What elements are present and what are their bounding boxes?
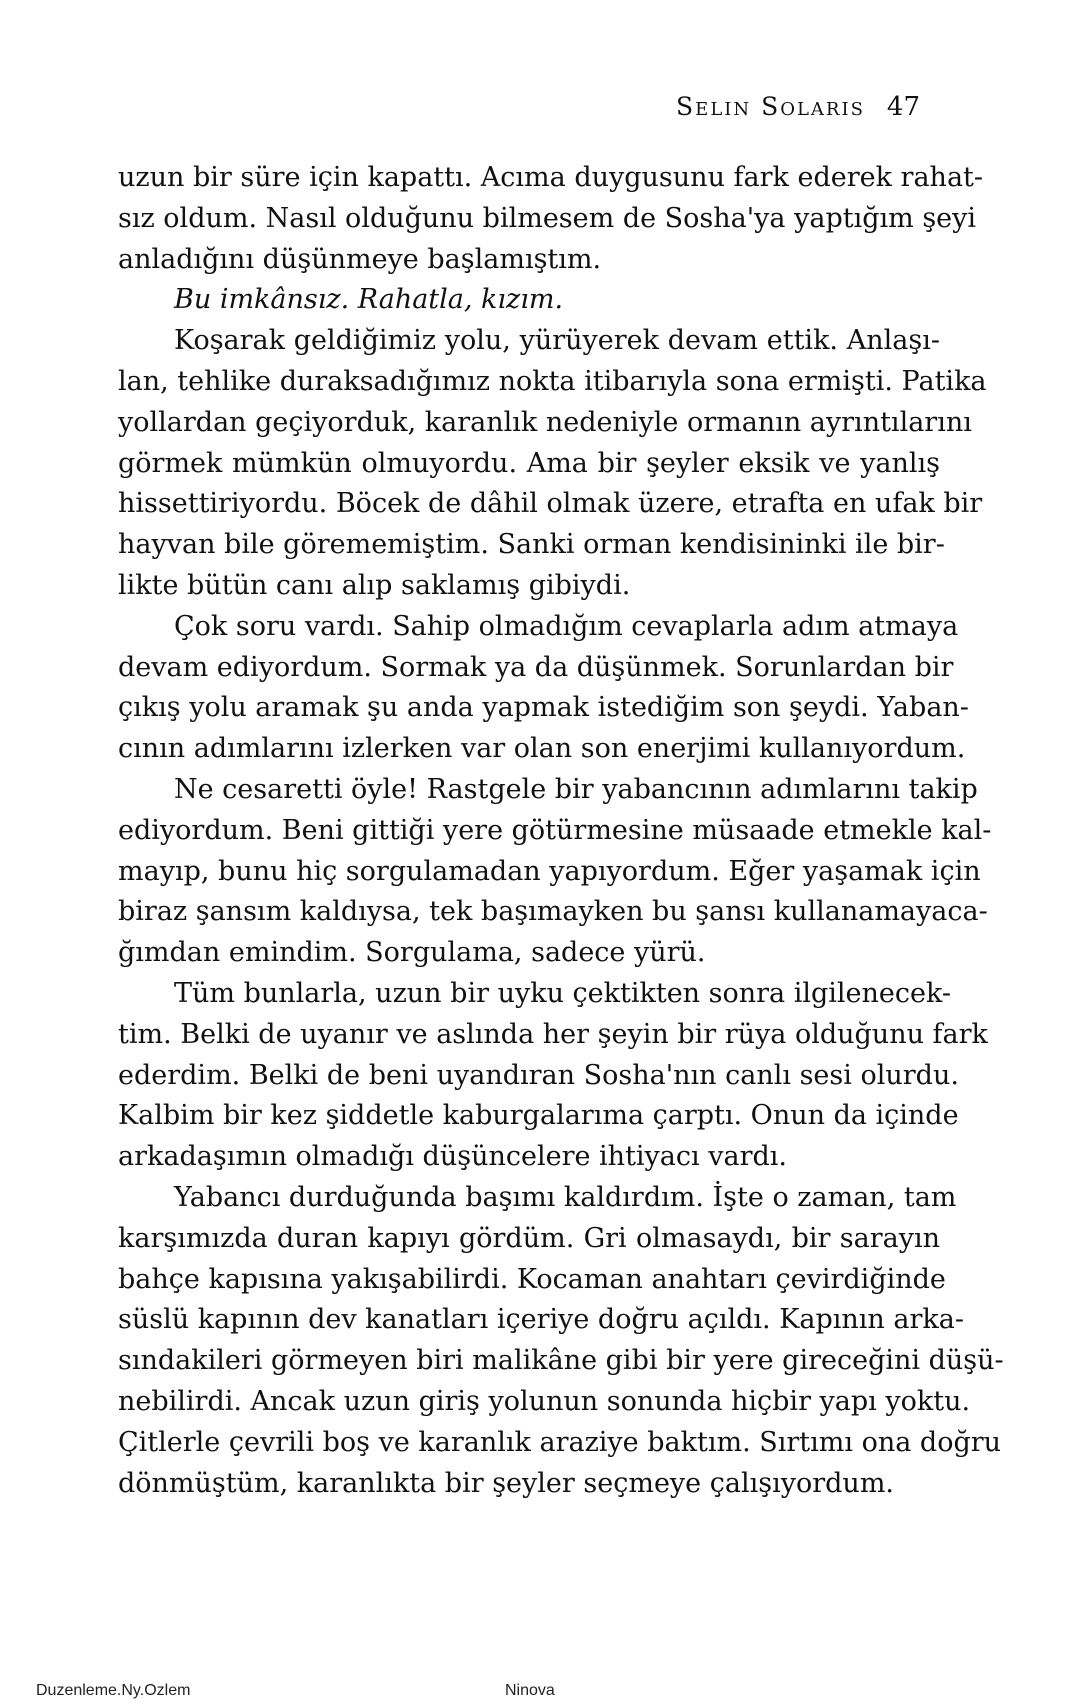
text-line: Ne cesaretti öyle! Rastgele bir yabancının adımlarını takip bbox=[174, 773, 978, 805]
running-title: Selin Solaris bbox=[676, 92, 865, 121]
text-line: ğımdan emindim. Sorgulama, sadece yürü. bbox=[118, 937, 706, 969]
text-line: Yabancı durduğunda başımı kaldırdım. İşte o zaman, tam bbox=[174, 1181, 957, 1213]
text-line: Kalbim bir kez şiddetle kaburgalarıma çarptı. Onun da içinde bbox=[118, 1100, 959, 1132]
text-line: Çitlerle çevrili boş ve karanlık araziye baktım. Sırtımı ona doğru bbox=[118, 1426, 1002, 1458]
page-number: 47 bbox=[886, 92, 920, 122]
text-line: mayıp, bunu hiç sorgulamadan yapıyordum. Eğer yaşamak için bbox=[118, 855, 981, 887]
footer-credit: Duzenleme.Ny.Ozlem bbox=[36, 1682, 191, 1699]
text-line: likte bütün canı alıp saklamış gibiydi. bbox=[118, 569, 631, 601]
page-header bbox=[676, 92, 920, 122]
text-line: ederdim. Belki de beni uyandıran Sosha'nın canlı sesi olurdu. bbox=[118, 1059, 959, 1091]
text-line: nebilirdi. Ancak uzun giriş yolunun sonunda hiçbir yapı yoktu. bbox=[118, 1385, 971, 1417]
text-line: Çok soru vardı. Sahip olmadığım cevaplarla adım atmaya bbox=[174, 610, 959, 642]
text-line: yollardan geçiyorduk, karanlık nedeniyle ormanın ayrıntılarını bbox=[118, 406, 972, 438]
text-line: ediyordum. Beni gittiği yere götürmesine müsaade etmekle kal- bbox=[118, 814, 992, 846]
text-line: bahçe kapısına yakışabilirdi. Kocaman anahtarı çevirdiğinde bbox=[118, 1263, 946, 1295]
text-line: tim. Belki de uyanır ve aslında her şeyin bir rüya olduğunu fark bbox=[118, 1018, 988, 1050]
text-line: dönmüştüm, karanlıkta bir şeyler seçmeye çalışıyordum. bbox=[118, 1467, 894, 1499]
text-line: devam ediyordum. Sormak ya da düşünmek. Sorunlardan bir bbox=[118, 651, 954, 683]
text-line: Koşarak geldiğimiz yolu, yürüyerek devam ettik. Anlaşı- bbox=[174, 325, 940, 357]
footer-publisher: Ninova bbox=[505, 1682, 555, 1699]
italic-thought-line: Bu imkânsız. Rahatla, kızım. bbox=[174, 284, 564, 316]
text-line: süslü kapının dev kanatları içeriye doğru açıldı. Kapının arka- bbox=[118, 1304, 964, 1336]
text-line: lan, tehlike duraksadığımız nokta itibarıyla sona ermişti. Patika bbox=[118, 365, 987, 397]
text-line: hissettiriyordu. Böcek de dâhil olmak üzere, etrafta en ufak bir bbox=[118, 488, 983, 520]
text-line: arkadaşımın olmadığı düşüncelere ihtiyacı vardı. bbox=[118, 1141, 788, 1173]
body-text bbox=[118, 158, 1004, 1504]
text-line: anladığını düşünmeye başlamıştım. bbox=[118, 243, 602, 275]
text-line: biraz şansım kaldıysa, tek başımayken bu şansı kullanamayaca- bbox=[118, 896, 988, 928]
text-line: çıkış yolu aramak şu anda yapmak istediğim son şeydi. Yaban- bbox=[118, 692, 969, 724]
text-line: sındakileri görmeyen biri malikâne gibi bir yere gireceğini düşü- bbox=[118, 1345, 1004, 1377]
text-line: sız oldum. Nasıl olduğunu bilmesem de Sosha'ya yaptığım şeyi bbox=[118, 202, 977, 234]
text-line: görmek mümkün olmuyordu. Ama bir şeyler eksik ve yanlış bbox=[118, 447, 940, 479]
text-line: hayvan bile görememiştim. Sanki orman kendisininki ile bir- bbox=[118, 529, 945, 561]
text-line: Tüm bunlarla, uzun bir uyku çektikten sonra ilgilenecek- bbox=[174, 977, 952, 1009]
text-line: cının adımlarını izlerken var olan son enerjimi kullanıyordum. bbox=[118, 733, 966, 765]
text-line: uzun bir süre için kapattı. Acıma duygusunu fark ederek rahat- bbox=[118, 162, 984, 193]
text-line: karşımızda duran kapıyı gördüm. Gri olmasaydı, bir sarayın bbox=[118, 1222, 940, 1254]
